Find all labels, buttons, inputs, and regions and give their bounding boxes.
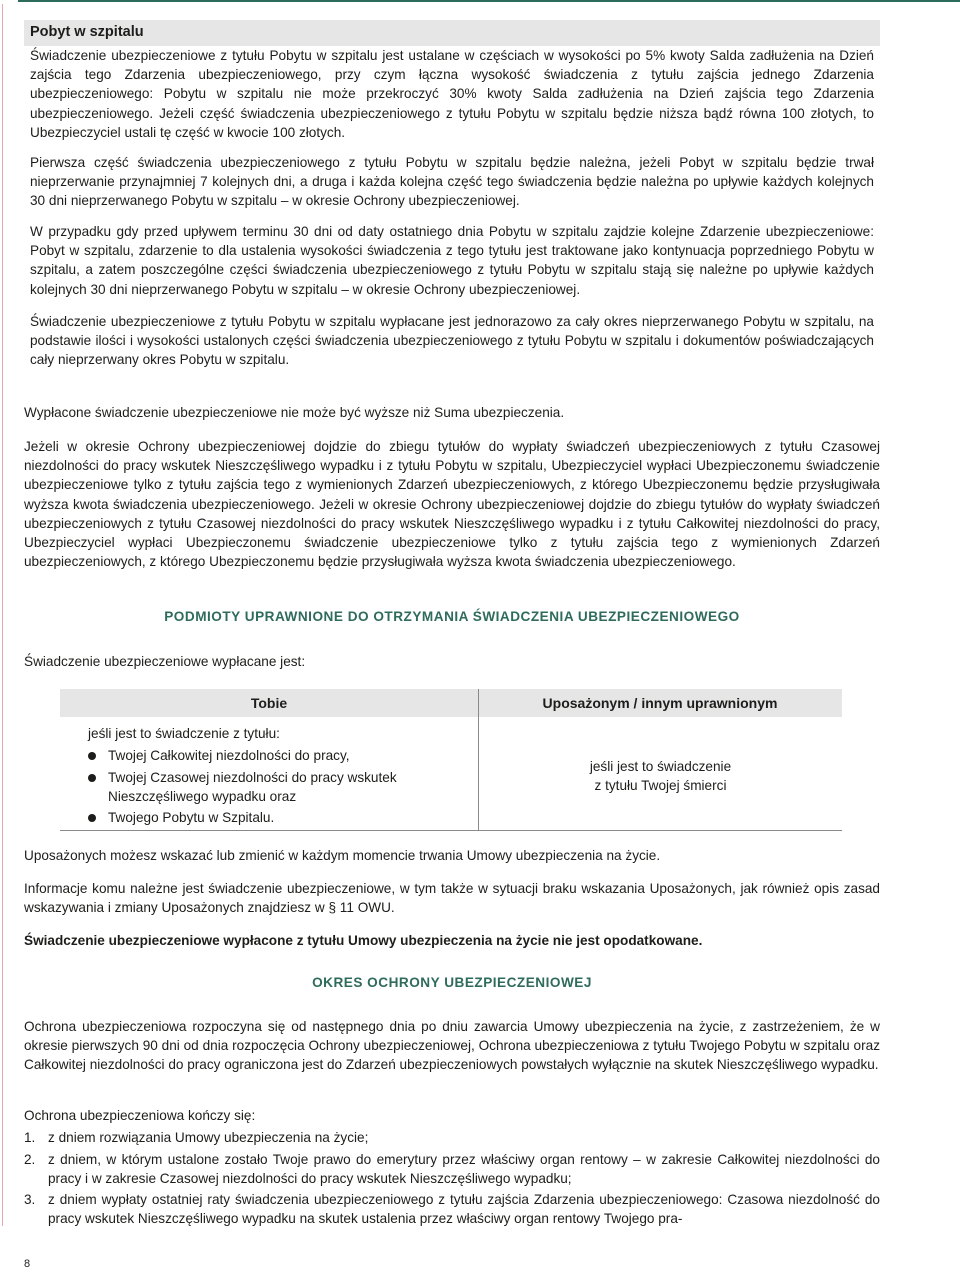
table-header: [60, 689, 842, 717]
list-item: z dniem wypłaty ostatniej raty świadczenia ubezpieczeniowego z tytułu zajścia Zdarzenia ubezpieczeniowego: Czasowa niezdolność do pracy wskutek Nieszczęśliwego wypadku na skutek ustalenia przez właściwy organ rentowy Twojego pra-: [48, 1192, 880, 1227]
page-number: 8: [24, 1258, 31, 1270]
bullet-dot-icon: [88, 752, 96, 760]
concurrence-paragraph: Jeżeli w okresie Ochrony ubezpieczeniowej dojdzie do zbiegu tytułów do wypłaty świadczeń ubezpieczeniowych z tytułu Czasowej niezdolności do pracy wskutek Nieszczęśliwego wypadku i z tytułu Pobytu w szpitalu, Ubezpieczyciel wypłaci Ubezpieczonemu świadczenie ubezpieczeniowe tylko z tytułu zajścia tego z wymienionych Zdarzeń ubezpieczeniowych, z którego Ubezpieczonemu będzie przysługiwała wyższa kwota świadczenia ubezpieczeniowego. Jeżeli w okresie Ochrony ubezpieczeniowej dojdzie do zbiegu tytułów do wypłaty świadczeń ubezpieczeniowych z tytułu Czasowej niezdolności do pracy wskutek Nieszczęśliwego wypadku i z tytułu Całkowitej niezdolności do pracy, Ubezpieczyciel wypłaci Ubezpieczonemu świadczenie ubezpieczeniowe tylko z tytułu zajścia tego z wymienionych Zdarzeń ubezpieczeniowych, z którego Ubezpieczonemu będzie przysługiwała wyższa kwota świadczenia ubezpieczeniowego.: [24, 439, 880, 570]
table-col2-header: Uposażonym / innym uprawnionym: [542, 695, 778, 711]
end-intro: Ochrona ubezpieczeniowa kończy się:: [24, 1108, 256, 1123]
info-paragraph: Informacje komu należne jest świadczenie ubezpieczeniowe, w tym także w sytuacji braku wskazania Uposażonych, jak również opis zasad wskazywania i zmiany Uposażonych znajdziesz w § 11 OWU.: [24, 881, 880, 916]
box-paragraph-2: Pierwsza część świadczenia ubezpieczeniowego z tytułu Pobytu w szpitalu będzie należna, jeżeli Pobyt w szpitalu będzie trwał nieprzerwanie przynajmniej 7 kolejnych dni, a druga i każda kolejna część tego świadczenia będzie należna po upływie każdych kolejnych 30 dni nieprzerwanego Pobytu w szpitalu – w okresie Ochrony ubezpieczeniowej.: [30, 155, 874, 209]
table-bottom-rule: [60, 830, 842, 831]
bullet-dot-icon: [88, 814, 96, 822]
paid-intro: Świadczenie ubezpieczeniowe wypłacane jest:: [24, 654, 306, 669]
tax-paragraph: Świadczenie ubezpieczeniowe wypłacone z tytułu Umowy ubezpieczenia na życie nie jest opodatkowane.: [24, 933, 703, 948]
top-rule: [18, 0, 960, 2]
table-col1-intro: jeśli jest to świadczenie z tytułu:: [88, 726, 280, 741]
list-item-number: 2.: [24, 1152, 36, 1167]
start-paragraph: Ochrona ubezpieczeniowa rozpoczyna się od następnego dnia po dniu zawarcia Umowy ubezpieczenia na życie, z zastrzeżeniem, że w okresie pierwszych 90 dni od dnia rozpoczęcia Ochrony ubezpieczeniowej, Ochrona ubezpieczeniowa z tytułu Twojego Pobytu w szpitalu oraz Całkowitej niezdolności do pracy ograniczona jest do Zdarzeń ubezpieczeniowych powstałych wyłącznie na skutek Nieszczęśliwego wypadku.: [24, 1019, 880, 1073]
table-col2-line2: z tytułu Twojej śmierci: [594, 778, 727, 793]
list-item-number: 1.: [24, 1130, 36, 1145]
table-col2-line1: jeśli jest to świadczenie: [589, 759, 732, 774]
table-col1-header: Tobie: [250, 695, 288, 711]
list-item: z dniem rozwiązania Umowy ubezpieczenia na życie;: [48, 1130, 369, 1145]
margin-rule: [2, 4, 3, 1226]
box-paragraph-1: Świadczenie ubezpieczeniowe z tytułu Pobytu w szpitalu jest ustalane w częściach w wysokości po 5% kwoty Salda zadłużenia na Dzień zajścia tego Zdarzenia ubezpieczeniowego, przy czym łączna wysokość świadczenia z tytułu zajścia jednego Zdarzenia ubezpieczeniowego: Pobytu w szpitalu nie może przekroczyć 30% kwoty Salda zadłużenia na Dzień zajścia tego Zdarzenia ubezpieczeniowego. Jeżeli część świadczenia ubezpieczeniowego z tytułu Pobytu w szpitalu będzie niższa bądź równa 100 złotych, to Ubezpieczyciel ustali tę część w kwocie 100 złotych.: [30, 48, 874, 140]
table-bullet-item: Twojego Pobytu w Szpitalu.: [88, 808, 468, 827]
limit-paragraph: Wypłacone świadczenie ubezpieczeniowe nie może być wyższe niż Suma ubezpieczenia.: [24, 405, 565, 420]
box-paragraph-3: W przypadku gdy przed upływem terminu 30 dni od daty ostatniego dnia Pobytu w szpitalu zajdzie kolejne Zdarzenie ubezpieczeniowe: Pobyt w szpitalu, zdarzenie to dla ustalenia wysokości świadczenia z tego tytułu jest traktowane jako kontynuacja poprzedniego Pobytu w szpitalu, a zatem poszczególne części świadczenia ubezpieczeniowego z tytułu Pobytu w szpitalu stają się należne po upływie każdych kolejnych 30 dni nieprzerwanego Pobytu w szpitalu – w okresie Ochrony ubezpieczeniowej.: [30, 224, 874, 297]
list-item-number: 3.: [24, 1192, 36, 1207]
table-bullet-continuation: Nieszczęśliwego wypadku oraz: [108, 789, 297, 804]
list-item: z dniem, w którym ustalone zostało Twoje prawo do emerytury przez właściwy organ rentowy – w zakresie Całkowitej niezdolności do pracy i w zakresie Czasowej niezdolności do pracy wskutek Nieszczęśliwego wypadku;: [48, 1152, 880, 1187]
period-heading: OKRES OCHRONY UBEZPIECZENIOWEJ: [312, 975, 592, 990]
bullet-dot-icon: [88, 774, 96, 782]
box-paragraph-4: Świadczenie ubezpieczeniowe z tytułu Pobytu w szpitalu wypłacane jest jednorazowo za cały okres nieprzerwanego Pobytu w szpitalu, na podstawie ilości i wysokości ustalonych części świadczenia ubezpieczeniowego z tytułu Pobytu w szpitalu i dokumentów poświadczających cały nieprzerwany okres Pobytu w szpitalu.: [30, 314, 874, 368]
section-title: Pobyt w szpitalu: [30, 24, 144, 40]
change-paragraph: Uposażonych możesz wskazać lub zmienić w każdym momencie trwania Umowy ubezpieczenia na życie.: [24, 848, 661, 863]
beneficiaries-heading: PODMIOTY UPRAWNIONE DO OTRZYMANIA ŚWIADCZENIA UBEZPIECZENIOWEGO: [164, 609, 740, 624]
table-bullet-item: Twojej Czasowej niezdolności do pracy wskutek: [88, 768, 468, 787]
table-bullet-item: Twojej Całkowitej niezdolności do pracy,: [88, 746, 468, 765]
section-header: [24, 20, 880, 46]
